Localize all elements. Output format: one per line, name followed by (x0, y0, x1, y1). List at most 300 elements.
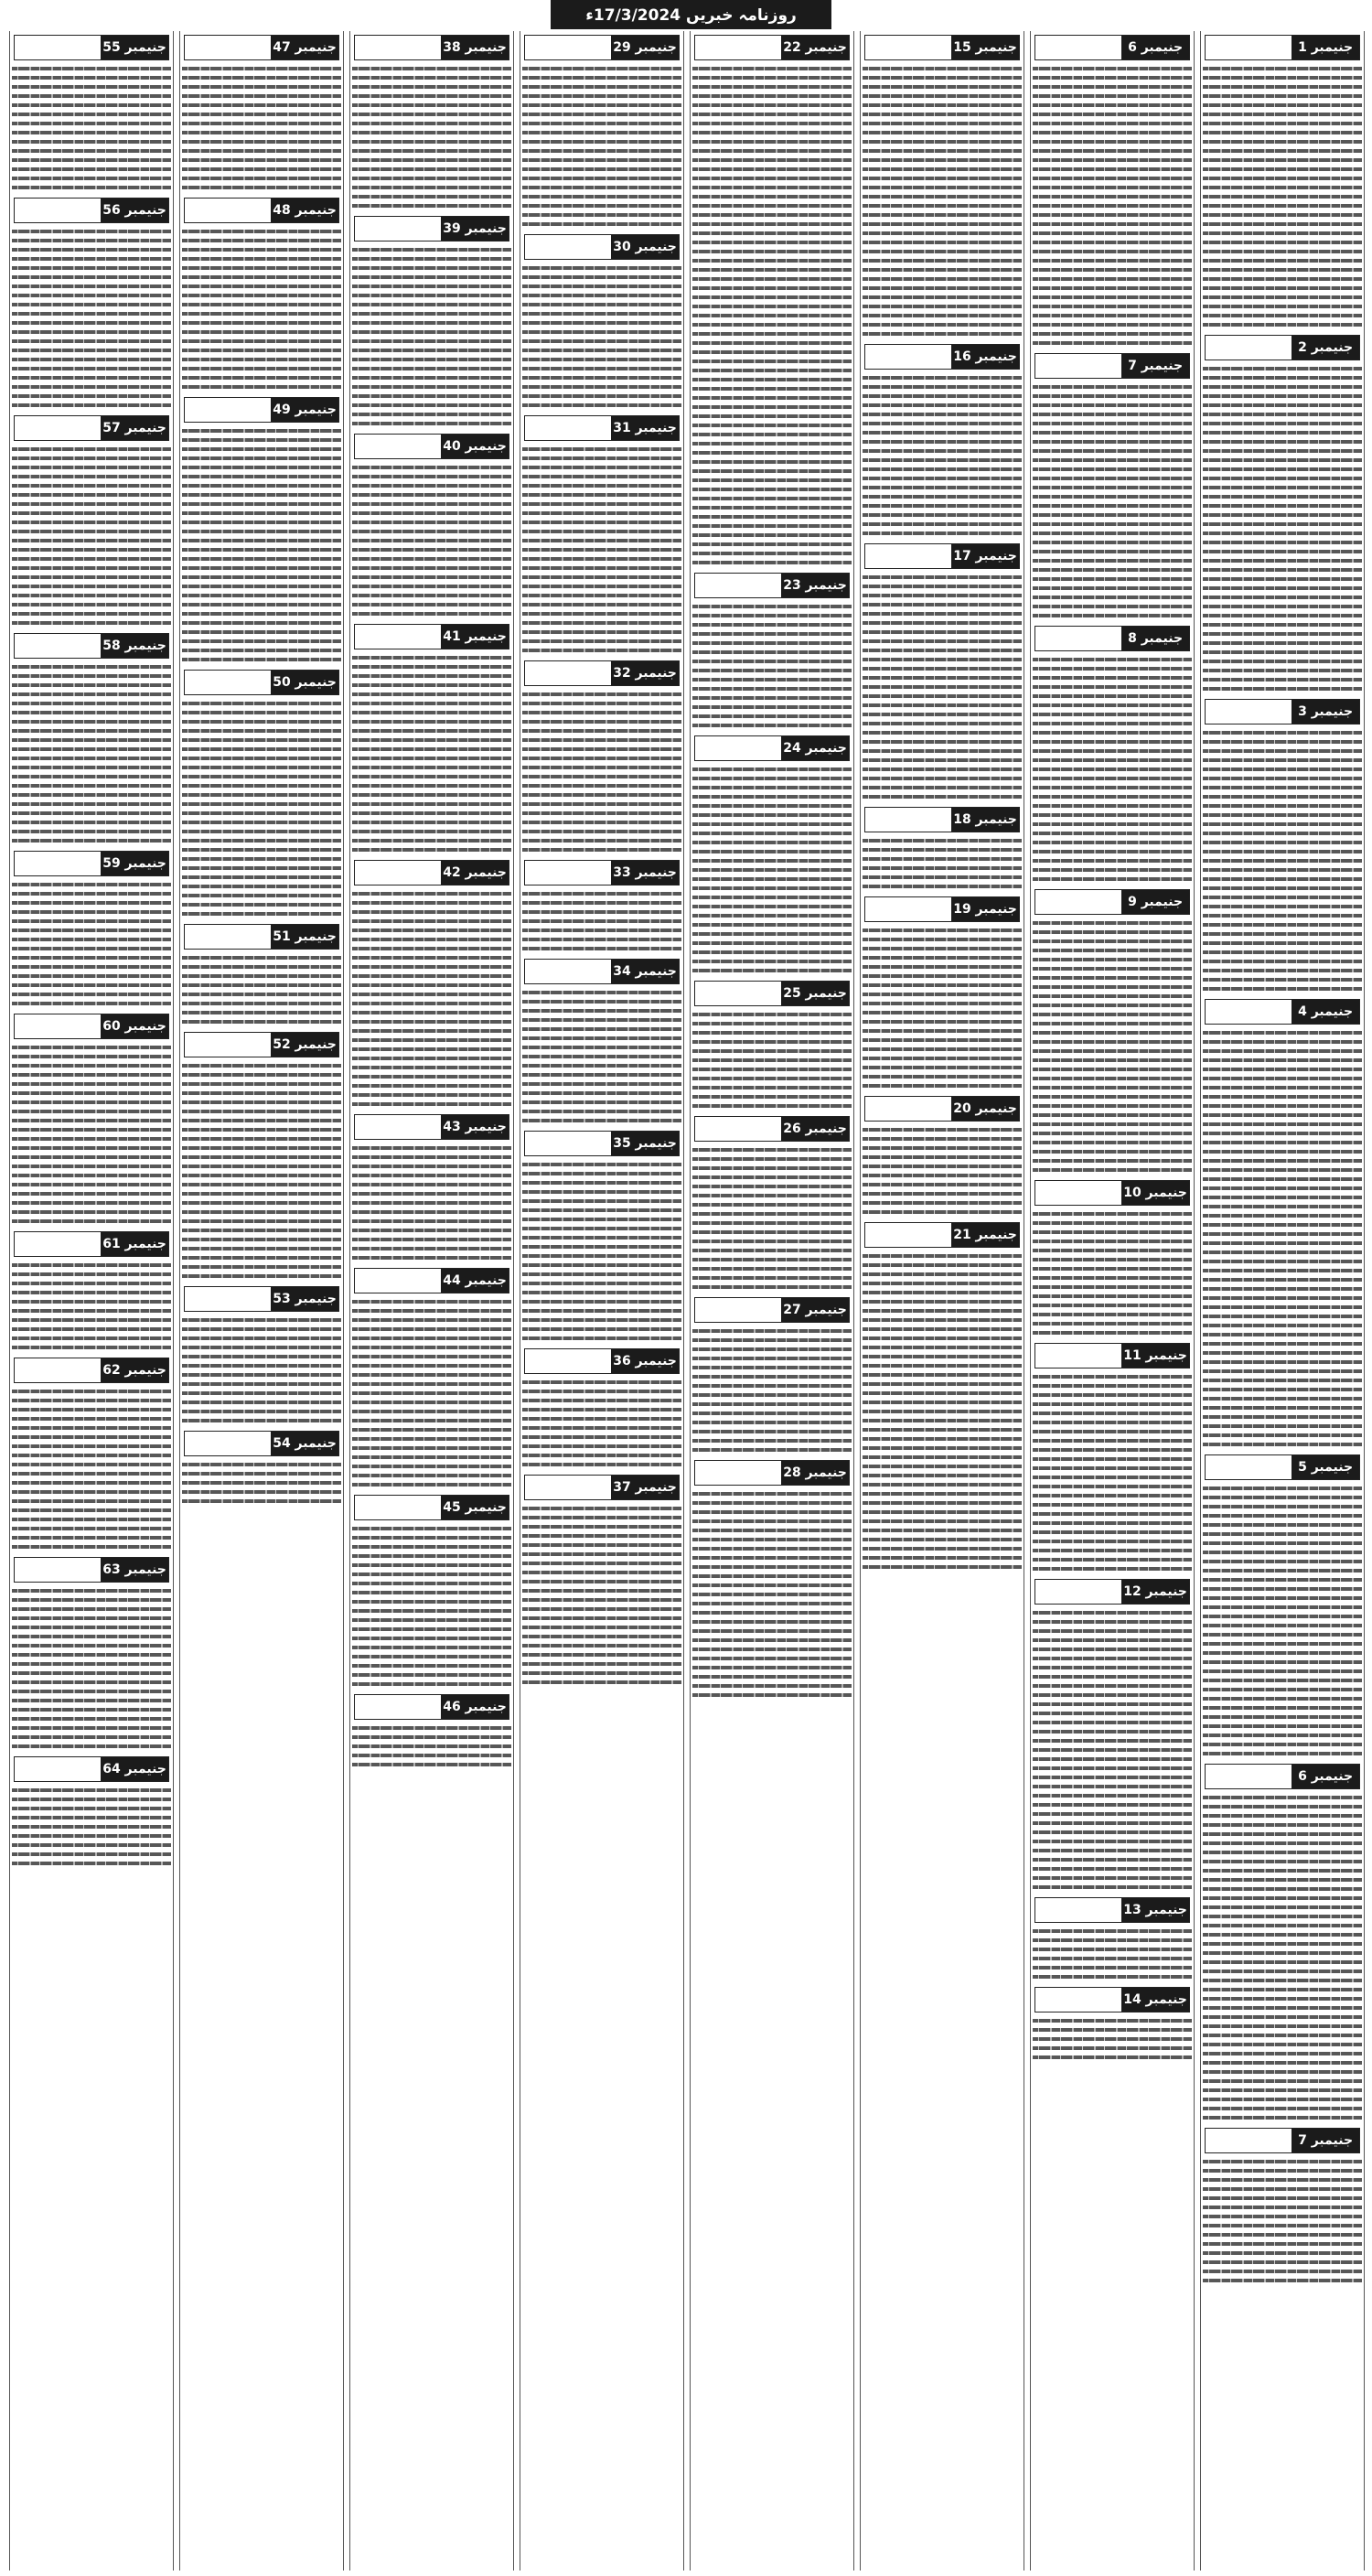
item-number-label: جنیمبر 57 (101, 416, 168, 440)
item-number-label: جنیمبر 46 (441, 1695, 509, 1719)
page-header-bar (551, 0, 831, 29)
item-number-label: جنیمبر 42 (441, 861, 509, 885)
item-number-bar (865, 36, 951, 59)
item-number-badge (14, 851, 169, 876)
item-number-badge (524, 35, 680, 60)
item-number-badge (524, 234, 680, 260)
item-number-label: جنیمبر 25 (781, 982, 849, 1005)
item-number-bar (695, 1117, 781, 1141)
item-number-bar (1206, 1000, 1292, 1024)
news-item (692, 735, 852, 975)
item-number-label: جنیمبر 3 (1292, 700, 1359, 724)
item-number-badge (694, 1460, 850, 1486)
item-number-label: جنیمبر 6 (1292, 1765, 1359, 1788)
item-body-text (1033, 64, 1192, 348)
item-number-badge (524, 415, 680, 441)
item-number-label: جنیمبر 21 (951, 1223, 1019, 1247)
item-body-text (1203, 364, 1362, 693)
news-item (1033, 889, 1192, 1175)
item-number-bar (1035, 1988, 1121, 2012)
item-number-badge (1034, 626, 1190, 651)
item-body-text (182, 64, 341, 192)
item-number-bar (355, 217, 441, 241)
item-number-label: جنیمبر 20 (951, 1097, 1019, 1121)
item-number-badge (14, 633, 169, 659)
item-number-bar (355, 1115, 441, 1139)
item-body-text (182, 426, 341, 664)
item-body-text (1033, 655, 1192, 884)
news-item (352, 35, 511, 210)
item-number-bar (1206, 700, 1292, 724)
news-item (1033, 1987, 1192, 2062)
item-number-badge (694, 1116, 850, 1142)
item-number-label: جنیمبر 27 (781, 1298, 849, 1322)
item-number-bar (525, 235, 611, 259)
news-item (863, 344, 1022, 538)
item-number-bar (865, 808, 951, 832)
item-body-text (352, 64, 511, 210)
item-number-bar (355, 435, 441, 458)
news-item (863, 1096, 1022, 1217)
item-number-badge (1205, 335, 1360, 360)
item-number-label: جنیمبر 52 (271, 1033, 338, 1057)
item-body-text (352, 1297, 511, 1489)
item-number-label: جنیمبر 51 (271, 925, 338, 949)
item-number-label: جنیمبر 40 (441, 435, 509, 458)
item-number-badge (354, 624, 509, 649)
item-number-bar (355, 36, 441, 59)
news-item (522, 660, 681, 854)
item-number-bar (525, 960, 611, 983)
news-item (522, 1475, 681, 1687)
item-number-badge (354, 434, 509, 459)
item-number-bar (695, 982, 781, 1005)
item-body-text (12, 1786, 171, 1868)
news-item (352, 624, 511, 854)
news-item (1203, 1764, 1362, 2122)
item-body-text (692, 1489, 852, 1700)
item-body-text (522, 64, 681, 229)
item-body-text (863, 1251, 1022, 1572)
item-number-badge (1034, 1343, 1190, 1368)
item-number-badge (1205, 999, 1360, 1025)
news-item (1033, 1579, 1192, 1892)
item-number-badge (1205, 35, 1360, 60)
news-column (860, 31, 1024, 2571)
item-body-text (522, 1378, 681, 1469)
item-number-label: جنیمبر 37 (611, 1476, 679, 1499)
item-number-label: جنیمبر 39 (441, 217, 509, 241)
item-body-text (863, 926, 1022, 1090)
news-item (1033, 1897, 1192, 1981)
item-number-label: جنیمبر 23 (781, 574, 849, 597)
item-number-badge (1034, 35, 1190, 60)
news-item (12, 1358, 171, 1551)
item-number-badge (1205, 1454, 1360, 1480)
item-body-text (1033, 918, 1192, 1175)
item-number-label: جنیمبر 22 (781, 36, 849, 59)
item-number-label: جنیمبر 32 (611, 661, 679, 685)
item-body-text (522, 1160, 681, 1343)
item-number-badge (184, 1286, 339, 1312)
item-number-badge (14, 1756, 169, 1782)
news-item (863, 35, 1022, 338)
item-number-label: جنیمبر 64 (101, 1757, 168, 1781)
item-number-bar (525, 661, 611, 685)
item-number-label: جنیمبر 62 (101, 1358, 168, 1382)
item-number-badge (14, 1014, 169, 1039)
item-body-text (522, 263, 681, 410)
news-item (352, 216, 511, 428)
item-body-text (522, 889, 681, 953)
news-item (12, 1231, 171, 1352)
news-item (1033, 1180, 1192, 1337)
item-number-label: جنیمبر 45 (441, 1496, 509, 1519)
item-number-bar (1206, 1765, 1292, 1788)
item-number-badge (1034, 1579, 1190, 1605)
news-item (182, 1032, 341, 1281)
item-number-badge (864, 344, 1020, 370)
item-number-label: جنیمبر 38 (441, 36, 509, 59)
item-body-text (352, 463, 511, 618)
item-body-text (1033, 2016, 1192, 2062)
item-number-badge (14, 415, 169, 441)
item-body-text (1203, 1028, 1362, 1449)
item-number-bar (1035, 890, 1121, 914)
news-item (352, 1114, 511, 1262)
item-number-label: جنیمبر 55 (101, 36, 168, 59)
item-number-bar (185, 1432, 271, 1455)
news-item (352, 1495, 511, 1689)
item-number-label: جنیمبر 7 (1121, 354, 1189, 378)
news-item (863, 807, 1022, 891)
news-item (1033, 353, 1192, 620)
item-number-bar (185, 398, 271, 422)
item-body-text (12, 1043, 171, 1226)
item-number-bar (1206, 336, 1292, 360)
item-number-label: جنیمبر 59 (101, 852, 168, 875)
item-number-label: جنیمبر 18 (951, 808, 1019, 832)
item-number-bar (355, 1695, 441, 1719)
news-item (1033, 626, 1192, 884)
item-body-text (863, 836, 1022, 891)
item-number-badge (184, 670, 339, 695)
item-number-bar (185, 199, 271, 222)
item-number-badge (354, 1694, 509, 1720)
item-number-bar (1206, 36, 1292, 59)
item-number-bar (865, 1223, 951, 1247)
item-body-text (692, 602, 852, 730)
item-number-badge (354, 216, 509, 242)
news-item (182, 670, 341, 918)
news-item (1203, 999, 1362, 1449)
item-number-label: جنیمبر 58 (101, 634, 168, 658)
item-number-bar (185, 925, 271, 949)
item-number-badge (14, 1358, 169, 1383)
news-column (179, 31, 344, 2571)
item-number-bar (1035, 36, 1121, 59)
item-body-text (1203, 64, 1362, 329)
item-number-label: جنیمبر 33 (611, 861, 679, 885)
item-number-label: جنیمبر 5 (1292, 1455, 1359, 1479)
item-number-badge (524, 1131, 680, 1156)
item-number-label: جنیمبر 54 (271, 1432, 338, 1455)
item-body-text (12, 445, 171, 628)
item-number-badge (184, 924, 339, 950)
item-body-text (692, 64, 852, 567)
item-body-text (1033, 1927, 1192, 1981)
item-number-label: جنیمبر 47 (271, 36, 338, 59)
item-number-label: جنیمبر 60 (101, 1014, 168, 1038)
item-number-label: جنیمبر 50 (271, 671, 338, 694)
news-item (692, 573, 852, 730)
item-body-text (1033, 1209, 1192, 1337)
item-number-label: جنیمبر 1 (1292, 36, 1359, 59)
news-item (12, 198, 171, 410)
item-body-text (1033, 1372, 1192, 1573)
item-number-bar (15, 1358, 101, 1382)
item-number-bar (15, 1757, 101, 1781)
item-body-text (863, 1125, 1022, 1217)
item-body-text (352, 1524, 511, 1689)
item-number-bar (1035, 627, 1121, 650)
item-number-bar (355, 625, 441, 649)
news-columns (7, 31, 1365, 2571)
item-number-bar (15, 199, 101, 222)
item-body-text (863, 64, 1022, 338)
item-number-badge (864, 1222, 1020, 1248)
news-item (863, 896, 1022, 1090)
news-item (863, 1222, 1022, 1572)
item-number-badge (1034, 889, 1190, 915)
item-number-bar (185, 671, 271, 694)
news-item (1203, 2128, 1362, 2285)
item-body-text (352, 1723, 511, 1769)
news-item (692, 1460, 852, 1700)
item-number-label: جنیمبر 48 (271, 199, 338, 222)
item-number-bar (1206, 1455, 1292, 1479)
item-body-text (12, 227, 171, 410)
item-number-bar (185, 1033, 271, 1057)
item-body-text (692, 765, 852, 975)
item-number-label: جنیمبر 17 (951, 544, 1019, 568)
item-number-label: جنیمبر 4 (1292, 1000, 1359, 1024)
page-header-title: روزنامہ خبریں 17/3/2024ء (585, 5, 797, 25)
item-number-badge (524, 1475, 680, 1500)
item-number-label: جنیمبر 13 (1121, 1898, 1189, 1922)
item-number-badge (1205, 1764, 1360, 1789)
item-number-badge (694, 981, 850, 1006)
item-number-bar (1035, 1898, 1121, 1922)
item-number-bar (1035, 354, 1121, 378)
item-number-bar (15, 36, 101, 59)
item-number-badge (184, 198, 339, 223)
item-number-bar (525, 36, 611, 59)
news-item (1203, 335, 1362, 693)
item-number-bar (695, 574, 781, 597)
news-item (352, 1694, 511, 1769)
item-number-badge (14, 1557, 169, 1583)
news-item (182, 198, 341, 392)
item-number-badge (184, 1032, 339, 1057)
news-item (1203, 1454, 1362, 1758)
item-body-text (692, 1326, 852, 1454)
item-number-label: جنیمبر 34 (611, 960, 679, 983)
news-item (182, 397, 341, 664)
item-number-badge (524, 860, 680, 886)
item-number-bar (525, 861, 611, 885)
item-number-bar (185, 36, 271, 59)
item-number-badge (1034, 1180, 1190, 1206)
item-number-badge (1034, 353, 1190, 379)
item-number-label: جنیمبر 53 (271, 1287, 338, 1311)
item-body-text (692, 1145, 852, 1292)
item-body-text (182, 1315, 341, 1425)
news-item (352, 860, 511, 1109)
item-number-badge (184, 397, 339, 423)
item-number-bar (355, 1269, 441, 1293)
item-number-label: جنیمبر 6 (1121, 36, 1189, 59)
item-body-text (1203, 728, 1362, 993)
item-number-label: جنیمبر 56 (101, 199, 168, 222)
news-item (692, 981, 852, 1111)
item-body-text (12, 1261, 171, 1352)
item-body-text (1033, 1608, 1192, 1892)
item-number-badge (864, 543, 1020, 569)
item-number-label: جنیمبر 61 (101, 1232, 168, 1256)
item-body-text (522, 988, 681, 1125)
item-number-badge (354, 860, 509, 886)
item-number-badge (524, 660, 680, 686)
news-item (12, 415, 171, 628)
item-number-badge (354, 1114, 509, 1140)
item-number-badge (524, 959, 680, 984)
item-number-label: جنیمبر 28 (781, 1461, 849, 1485)
item-body-text (522, 445, 681, 655)
item-number-badge (694, 735, 850, 761)
item-number-bar (1035, 1181, 1121, 1205)
item-body-text (182, 699, 341, 918)
item-number-bar (15, 1232, 101, 1256)
item-body-text (352, 889, 511, 1109)
item-body-text (522, 1504, 681, 1687)
item-number-bar (525, 416, 611, 440)
news-item (12, 35, 171, 192)
item-number-badge (864, 1096, 1020, 1122)
news-item (182, 1431, 341, 1506)
item-number-badge (524, 1348, 680, 1374)
news-item (522, 1348, 681, 1469)
item-number-badge (864, 896, 1020, 922)
item-body-text (863, 373, 1022, 538)
item-number-bar (865, 345, 951, 369)
item-body-text (1203, 2157, 1362, 2285)
item-number-label: جنیمبر 19 (951, 897, 1019, 921)
item-body-text (12, 1387, 171, 1551)
item-body-text (352, 1143, 511, 1262)
item-number-badge (14, 198, 169, 223)
news-item (12, 1557, 171, 1751)
item-number-badge (14, 1231, 169, 1257)
item-number-bar (695, 36, 781, 59)
item-body-text (352, 653, 511, 854)
news-column (520, 31, 684, 2571)
item-number-label: جنیمبر 36 (611, 1349, 679, 1373)
news-item (1203, 699, 1362, 993)
news-item (522, 860, 681, 953)
news-item (12, 1014, 171, 1226)
news-item (522, 415, 681, 655)
item-number-bar (355, 1496, 441, 1519)
item-number-badge (1205, 699, 1360, 724)
news-item (522, 35, 681, 229)
item-number-label: جنیمبر 35 (611, 1132, 679, 1155)
news-column (9, 31, 174, 2571)
item-number-badge (864, 807, 1020, 832)
item-number-badge (354, 35, 509, 60)
item-body-text (12, 880, 171, 1008)
item-number-label: جنیمبر 44 (441, 1269, 509, 1293)
item-body-text (1203, 1793, 1362, 2122)
item-number-bar (525, 1132, 611, 1155)
item-body-text (692, 1010, 852, 1111)
news-item (182, 924, 341, 1026)
item-body-text (12, 64, 171, 192)
news-column (1200, 31, 1365, 2571)
item-number-label: جنیمبر 12 (1121, 1580, 1189, 1604)
news-item (863, 543, 1022, 801)
item-number-label: جنیمبر 26 (781, 1117, 849, 1141)
item-number-badge (694, 1297, 850, 1323)
item-number-badge (1205, 2128, 1360, 2153)
item-body-text (182, 953, 341, 1026)
news-item (1033, 35, 1192, 348)
item-body-text (12, 1586, 171, 1751)
news-item (352, 434, 511, 618)
item-body-text (352, 245, 511, 428)
item-number-bar (865, 897, 951, 921)
news-item (12, 1756, 171, 1868)
item-number-label: جنیمبر 16 (951, 345, 1019, 369)
item-number-label: جنیمبر 11 (1121, 1344, 1189, 1368)
item-number-bar (695, 1298, 781, 1322)
item-number-bar (525, 1349, 611, 1373)
item-number-label: جنیمبر 31 (611, 416, 679, 440)
item-number-bar (695, 1461, 781, 1485)
item-number-bar (15, 1014, 101, 1038)
news-item (182, 35, 341, 192)
item-body-text (863, 573, 1022, 801)
item-number-label: جنیمبر 29 (611, 36, 679, 59)
item-number-bar (1035, 1344, 1121, 1368)
item-number-badge (694, 35, 850, 60)
item-number-bar (865, 544, 951, 568)
item-number-label: جنیمبر 49 (271, 398, 338, 422)
news-item (692, 1116, 852, 1292)
item-body-text (182, 1460, 341, 1506)
item-number-label: جنیمبر 14 (1121, 1988, 1189, 2012)
item-body-text (1203, 1484, 1362, 1758)
news-item (12, 851, 171, 1008)
item-number-bar (15, 1558, 101, 1582)
news-item (182, 1286, 341, 1425)
item-body-text (182, 1061, 341, 1281)
item-number-badge (354, 1495, 509, 1520)
news-column (349, 31, 514, 2571)
item-number-bar (355, 861, 441, 885)
news-item (692, 35, 852, 567)
item-number-label: جنیمبر 24 (781, 736, 849, 760)
